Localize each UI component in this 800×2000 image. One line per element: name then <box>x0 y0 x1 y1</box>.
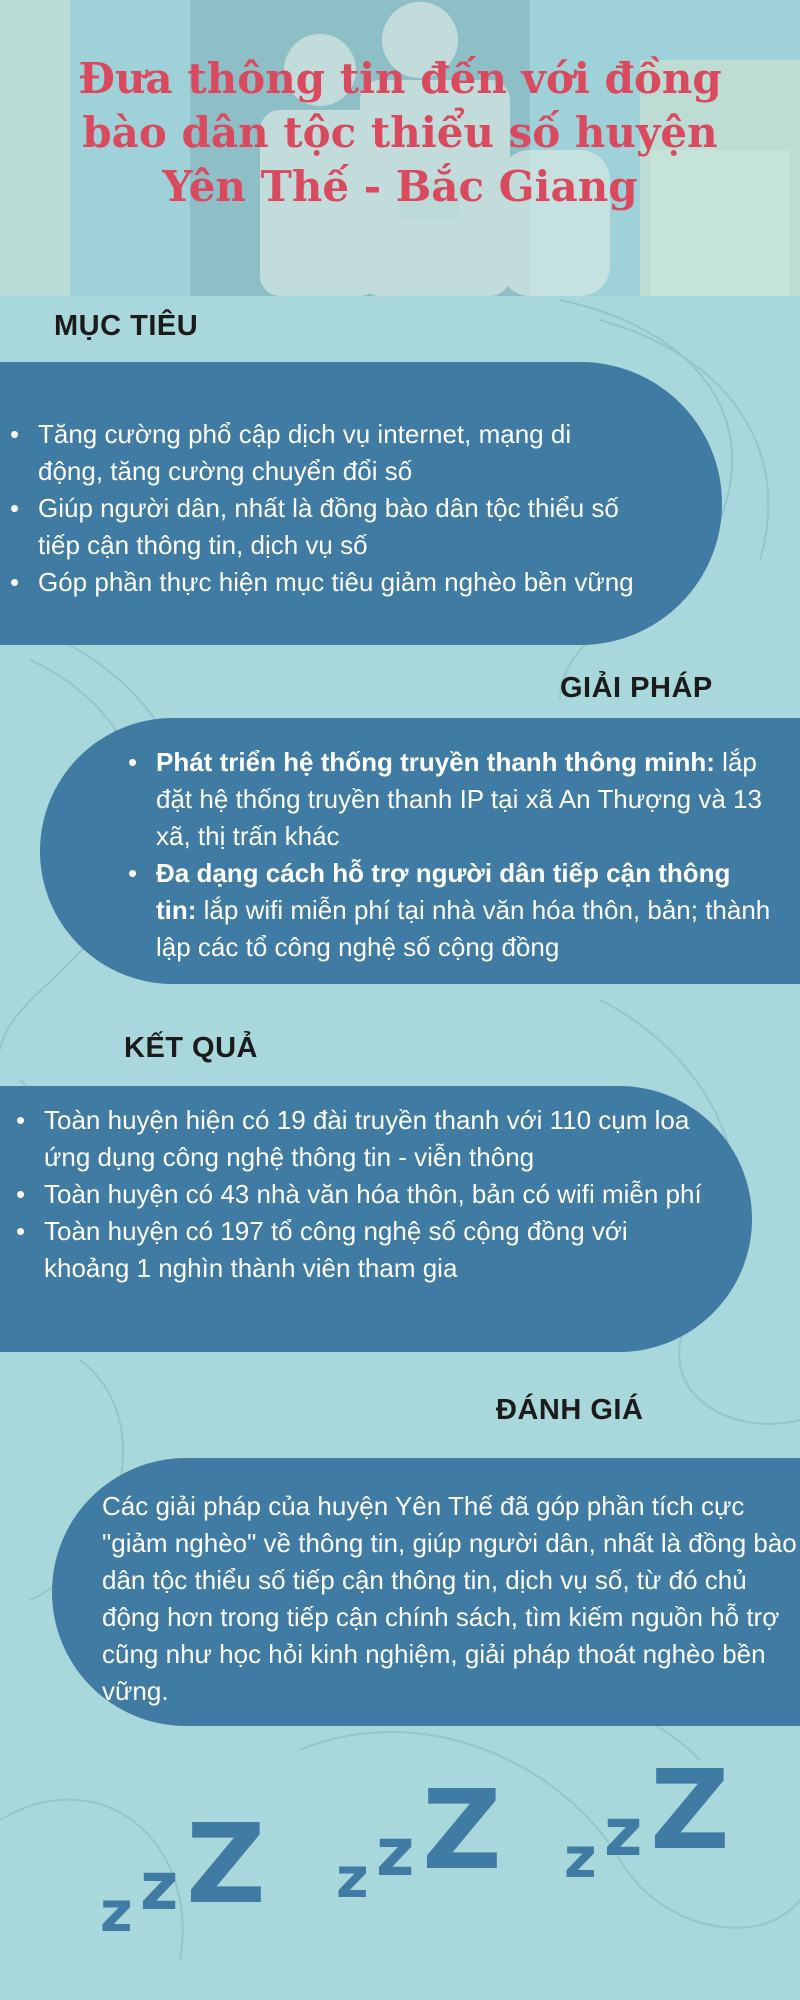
page-title <box>60 52 740 214</box>
sleep-zzz-icon: z z Z <box>336 1766 502 1911</box>
list-item-bold: Đa dạng cách hỗ trợ người dân tiếp cận thông tin: <box>156 858 731 925</box>
list-item: • Giúp người dân, nhất là đồng bào dân tộc thiểu số tiếp cận thông tin, dịch vụ số <box>8 490 642 564</box>
hero-banner <box>0 0 800 296</box>
list-item: • Toàn huyện có 43 nhà văn hóa thôn, bản có wifi miễn phí <box>14 1176 704 1213</box>
ket-qua-list <box>14 1102 704 1287</box>
list-item <box>126 855 776 966</box>
title-line-1: Đưa thông tin đến với đồng <box>78 54 722 103</box>
panel-giai-phap <box>40 718 800 984</box>
danh-gia-text: Các giải pháp của huyện Yên Thế đã góp phần tích cực "giảm nghèo" về thông tin, giúp người dân, nhất là đồng bào dân tộc thiểu số tiếp cận thông tin, dịch vụ số, từ đó chủ động hơn trong tiếp cận chính sách, tìm kiếm nguồn hỗ trợ cũng như học hỏi kinh nghiệm, giải pháp thoát nghèo bền vững. <box>102 1491 797 1706</box>
panel-ket-qua <box>0 1086 752 1352</box>
muc-tieu-list <box>8 416 642 601</box>
section-heading-muc-tieu: MỤC TIÊU <box>54 310 199 342</box>
list-item-text: lắp đặt hệ thống truyền thanh IP tại xã An Thượng và 13 xã, thị trấn khác <box>156 747 762 851</box>
list-item: • Toàn huyện có 197 tổ công nghệ số cộng đồng với khoảng 1 nghìn thành viên tham gia <box>14 1213 704 1287</box>
list-item: • Tăng cường phổ cập dịch vụ internet, mạng di động, tăng cường chuyển đổi số <box>8 416 642 490</box>
sleep-zzz-icon: z z Z <box>100 1800 266 1945</box>
section-heading-danh-gia: ĐÁNH GIÁ <box>496 1394 644 1426</box>
list-item: • Góp phần thực hiện mục tiêu giảm nghèo bền vững <box>8 564 642 601</box>
list-item <box>126 744 776 855</box>
section-heading-ket-qua: KẾT QUẢ <box>124 1032 258 1064</box>
sleep-zzz-icon: z z Z <box>564 1746 730 1891</box>
title-line-3: Yên Thế - Bắc Giang <box>162 162 638 211</box>
list-item: • Toàn huyện hiện có 19 đài truyền thanh với 110 cụm loa ứng dụng công nghệ thông tin - viễn thông <box>14 1102 704 1176</box>
list-item-bold: Phát triển hệ thống truyền thanh thông minh: <box>156 747 715 777</box>
section-heading-giai-phap: GIẢI PHÁP <box>560 672 713 704</box>
panel-muc-tieu <box>0 362 722 645</box>
list-item-text: lắp wifi miễn phí tại nhà văn hóa thôn, bản; thành lập các tổ công nghệ số cộng đồng <box>156 895 771 962</box>
title-line-2: bào dân tộc thiểu số huyện <box>82 108 718 157</box>
panel-danh-gia <box>52 1458 800 1726</box>
giai-phap-list <box>126 744 776 966</box>
